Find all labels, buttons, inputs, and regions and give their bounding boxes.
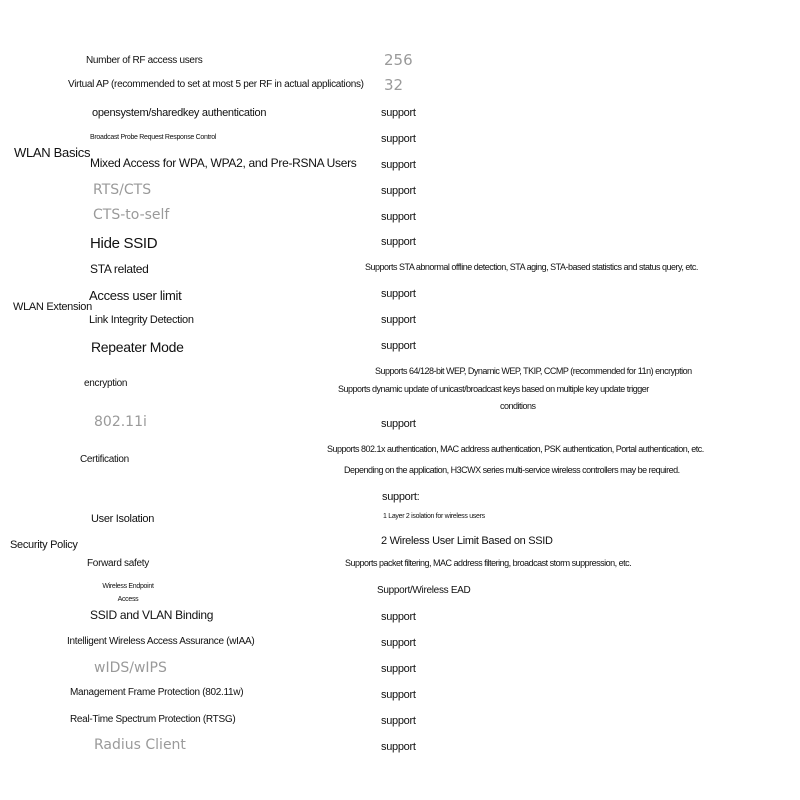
feature-value: support — [381, 715, 416, 727]
feature-label: opensystem/sharedkey authentication — [92, 107, 267, 119]
feature-label: Hide SSID — [90, 235, 158, 252]
feature-label: SSID and VLAN Binding — [90, 608, 214, 622]
feature-value: Support/Wireless EAD — [377, 585, 471, 596]
feature-label: wIDS/wIPS — [94, 660, 167, 676]
feature-label-line: Access — [117, 596, 139, 603]
feature-label: CTS-to-self — [93, 207, 170, 223]
feature-label: Intelligent Wireless Access Assurance (wIAA) — [67, 636, 255, 647]
feature-value: Supports 64/128-bit WEP, Dynamic WEP, TKIP, CCMP (recommended for 11n) encryption — [375, 366, 692, 376]
feature-value: support — [381, 185, 416, 197]
feature-value: support — [381, 133, 416, 145]
feature-value: support — [381, 663, 416, 675]
feature-value: support — [381, 689, 416, 701]
feature-label-line: Wireless Endpoint — [102, 583, 154, 590]
feature-value: Depending on the application, H3CWX series multi-service wireless controllers may be required. — [344, 465, 680, 475]
feature-value: support — [381, 211, 416, 223]
feature-label: Virtual AP (recommended to set at most 5 per RF in actual applications) — [68, 79, 364, 90]
feature-label: User Isolation — [91, 513, 155, 525]
feature-label: Management Frame Protection (802.11w) — [70, 687, 244, 698]
feature-value: support — [381, 741, 416, 753]
feature-label: encryption — [84, 378, 128, 389]
feature-label: Mixed Access for WPA, WPA2, and Pre-RSNA Users — [90, 156, 357, 170]
item-number: 2 — [381, 535, 387, 547]
feature-value: Supports STA abnormal offline detection, STA aging, STA-based statistics and status query, etc. — [365, 262, 698, 272]
feature-label: Number of RF access users — [86, 55, 203, 66]
category-security-policy: Security Policy — [10, 539, 78, 551]
feature-value: support: — [382, 491, 420, 503]
feature-value: support — [381, 236, 416, 248]
feature-value: support — [381, 340, 416, 352]
list-item — [383, 513, 485, 521]
feature-label: Real-Time Spectrum Protection (RTSG) — [70, 714, 236, 725]
item-text: Wireless User Limit Based on SSID — [389, 535, 553, 547]
feature-value: support — [381, 288, 416, 300]
feature-label: 802.11i — [94, 414, 147, 430]
feature-value: support — [381, 418, 416, 430]
feature-value: Supports packet filtering, MAC address filtering, broadcast storm suppression, etc. — [345, 558, 632, 568]
feature-value: conditions — [500, 401, 536, 411]
feature-label: Repeater Mode — [91, 339, 184, 355]
feature-value: support — [381, 107, 416, 119]
item-text: Layer 2 isolation for wireless users — [388, 513, 485, 520]
feature-value: 256 — [384, 51, 413, 69]
feature-label: Broadcast Probe Request Response Control — [90, 134, 217, 141]
category-wlan-extension: WLAN Extension — [13, 301, 92, 313]
feature-value: support — [381, 637, 416, 649]
feature-label: Link Integrity Detection — [89, 314, 194, 326]
feature-label: Access user limit — [89, 288, 182, 303]
feature-value: support — [381, 314, 416, 326]
feature-value: Supports dynamic update of unicast/broadcast keys based on multiple key update trigger — [338, 384, 649, 394]
feature-value: support — [381, 159, 416, 171]
feature-label: Radius Client — [94, 737, 186, 753]
feature-label: RTS/CTS — [93, 182, 152, 198]
feature-label — [95, 580, 161, 606]
feature-label: Certification — [80, 454, 129, 465]
item-number: 1 — [383, 513, 387, 520]
feature-value: support — [381, 611, 416, 623]
feature-label: STA related — [90, 262, 149, 276]
category-wlan-basics: WLAN Basics — [14, 145, 91, 160]
feature-value: Supports 802.1x authentication, MAC address authentication, PSK authentication, Portal authentication, etc. — [327, 444, 704, 454]
feature-value: 32 — [384, 76, 404, 94]
list-item — [381, 535, 553, 548]
feature-label: Forward safety — [87, 558, 149, 569]
